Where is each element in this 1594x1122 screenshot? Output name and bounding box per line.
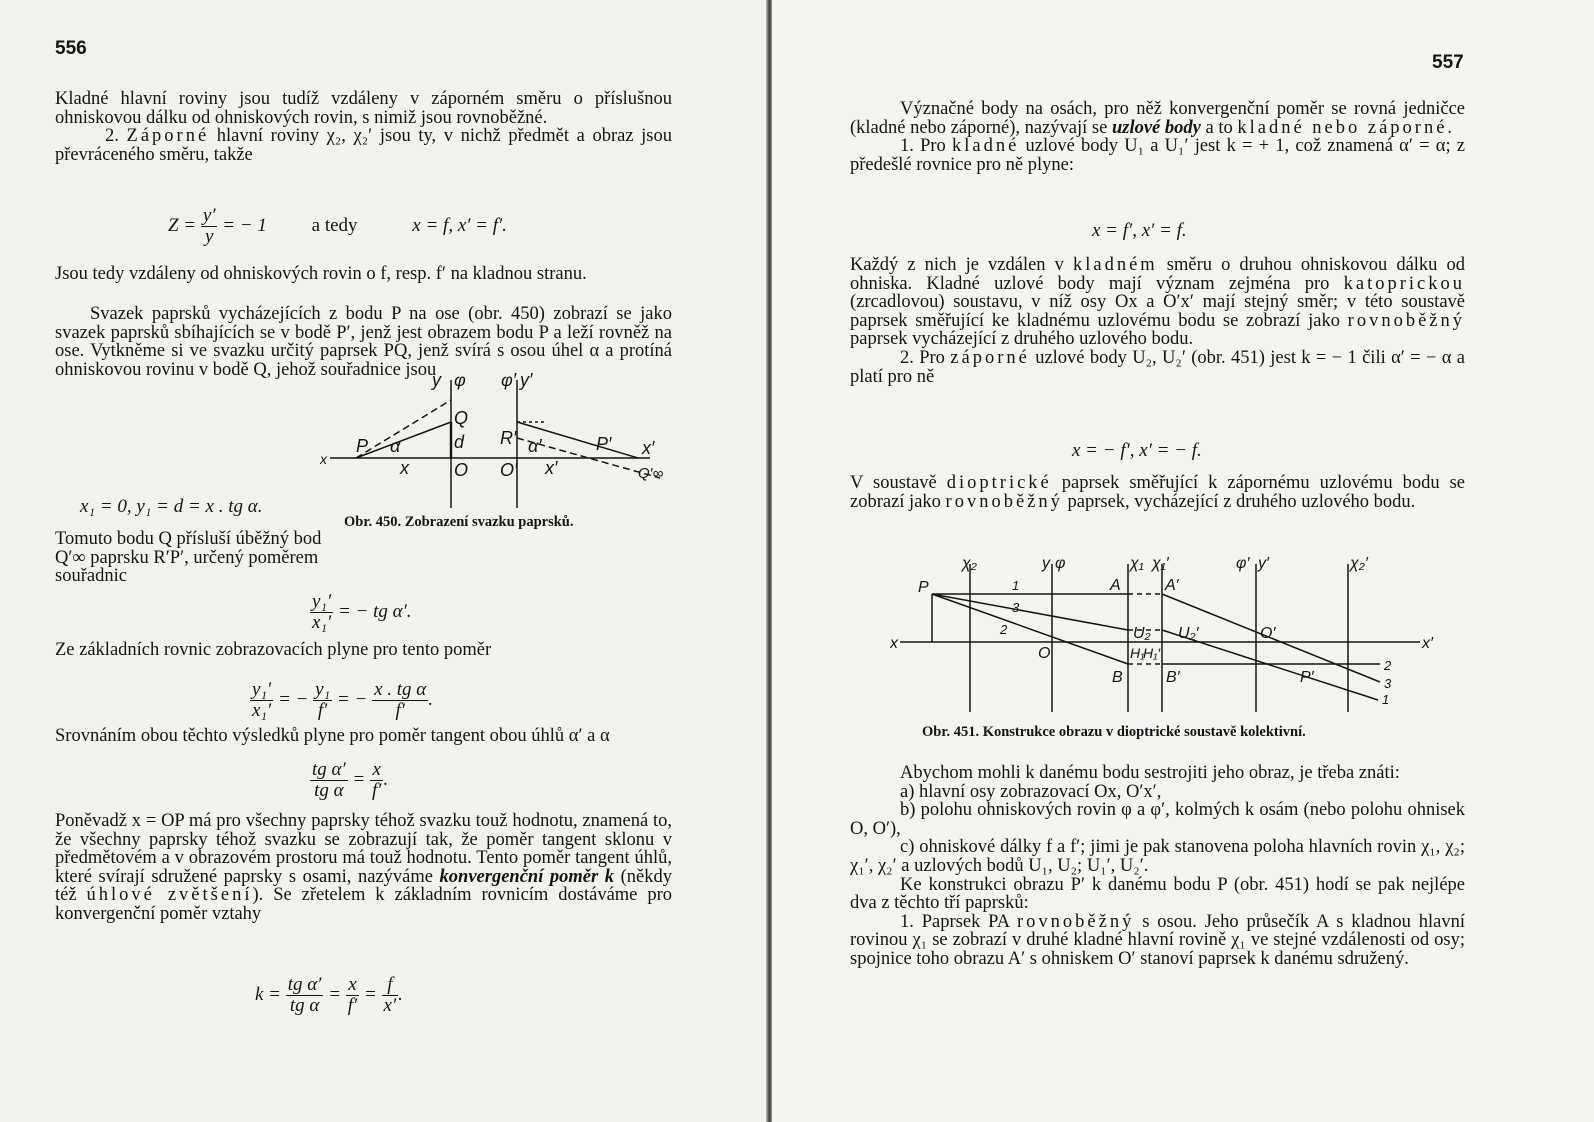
svg-text:O′: O′ — [1260, 625, 1276, 642]
svg-text:φ: φ — [1055, 555, 1066, 572]
svg-text:P′: P′ — [596, 434, 612, 454]
paragraph: 1. Pro kladné uzlové body U₁ a U₁′ jest k = + 1, což znamená α′ = α; z předešlé rovnice pro ně plyne: — [850, 136, 1466, 175]
svg-text:x: x — [400, 458, 409, 478]
svg-text:x′: x′ — [642, 438, 655, 458]
left-page — [0, 0, 772, 1122]
svg-text:O: O — [454, 460, 469, 480]
svg-text:A′: A′ — [1165, 577, 1179, 594]
svg-text:y′: y′ — [520, 370, 533, 390]
right-page — [772, 0, 1594, 1122]
figure-caption: Obr. 451. Konstrukce obrazu v dioptrické soustavě kolektivní. — [922, 724, 1306, 740]
svg-text:χ₁′: χ₁′ — [1152, 555, 1169, 572]
paragraph: Každý z nich je vzdálen v kladném směru o druhou ohniskovou dálku od ohniska. Kladné uzlové body mají význam zejména pro katoprickou (zrcadlovou) soustavu, v níž osy Ox a O′x′ mají stejný směr; v této soustavě paprsek směřující ke kladnému uzlovému bodu se zobrazí jako rovnoběžný paprsek vycházející z druhého uzlového bodu. 2. Pro záporné uzlové body U₂, U₂′ (obr. 451) jest k = − 1 čili α′ = − α a platí pro ně — [850, 255, 1466, 387]
paragraph: Srovnáním obou těchto výsledků plyne pro poměr tangent obou úhlů α′ a α — [55, 726, 610, 746]
svg-text:2: 2 — [1000, 622, 1008, 637]
svg-text:1: 1 — [1382, 692, 1390, 707]
list-item: a) hlavní osy zobrazovací Ox, O′x′, — [900, 781, 1162, 802]
svg-text:R′: R′ — [500, 428, 517, 448]
svg-text:B′: B′ — [1166, 669, 1180, 686]
list-item: b) polohu ohniskových rovin φ a φ′, kolmých k osám (nebo polohu ohnisek O, O′), — [850, 800, 1465, 839]
paragraph: 2. Záporné hlavní roviny χ₂, χ₂′ jsou ty, v nichž předmět a obraz jsou převráceného směru, takže — [55, 126, 673, 165]
paragraph: V soustavě dioptrické paprsek směřující k zápornému uzlovému bodu se zobrazí jako rovnoběžný paprsek, vycházející z druhého uzlového bodu. — [850, 473, 1466, 512]
svg-text:y: y — [432, 370, 441, 390]
figure-450 — [320, 360, 670, 510]
equation: Z = $\frac{y'}{y}$ = − 1 a tedy x = f, x′ = f′. — [168, 205, 507, 247]
page-number: 556 — [55, 38, 87, 59]
equation: $\frac{\text{y₁′}}{\text{x₁′}}$ = − tg α′. — [312, 591, 412, 633]
svg-text:3: 3 — [1384, 676, 1392, 691]
svg-text:α′: α′ — [528, 436, 542, 456]
svg-text:P: P — [356, 436, 369, 456]
paragraph: 2. Pro záporné uzlové body U₂, U₂′ (obr. 451) jest k = − 1 čili α′ = − α a platí pro ně — [850, 347, 1466, 387]
figure-caption: Obr. 450. Zobrazení svazku paprsků. — [344, 514, 574, 530]
paragraph: Abychom mohli k danému bodu sestrojiti jeho obraz, je třeba znáti: a) hlavní osy zobrazovací Ox, O′x′, b) polohu ohniskových rovin φ a φ′, kolmých k osám (nebo polohu ohnisek O, O′), c) ohniskové dálky f a f′; jimi je pak stanovena poloha hlavních rovin χ₁, χ₂; χ₁′, χ₂′ a uzlových bodů U₁, U₂; U₁′, U₂′. Ke konstrukci obrazu P′ k danému bodu P (obr. 451) hodí se pak nejlépe dva z těchto tří paprsků: 1. Paprsek PA rovnoběžný s osou. Jeho průsečík A s kladnou hlavní rovinou χ₁ se zobrazí v druhé kladné hlavní rovině χ₁ ve stejné vzdálenosti od osy; spojnice toho obrazu A′ s ohniskem O′ stanoví paprsek k danému sdružený. — [850, 763, 1465, 969]
paragraph: 1. Paprsek PA rovnoběžný s osou. Jeho průsečík A s kladnou hlavní rovinou χ₁ se zobrazí v druhé kladné hlavní rovině χ₁ ve stejné vzdálenosti od osy; spojnice toho obrazu A′ s ohniskem O′ stanoví paprsek k danému sdružený. — [850, 911, 1465, 969]
paragraph: Ke konstrukci obrazu P′ k danému bodu P (obr. 451) hodí se pak nejlépe dva z těchto tří paprsků: — [850, 874, 1465, 914]
svg-text:P: P — [918, 579, 929, 596]
equation: k = $\frac{\text{tg α′}}{\text{tg α}}$ = $\frac{x}{f'}$ = $\frac{f}{x'}$ . — [255, 974, 403, 1016]
svg-text:B: B — [1112, 669, 1123, 686]
paragraph: Jsou tedy vzdáleny od ohniskových rovin o f, resp. f′ na kladnou stranu. — [55, 264, 587, 284]
svg-text:y: y — [1042, 555, 1050, 572]
svg-text:x: x — [320, 451, 327, 467]
paragraph: Poněvadž x = OP má pro všechny paprsky téhož svazku touž hodnotu, znamená to, že všechny paprsky téhož svazku se zobrazují tak, že poměr tangent sklonu v předmětovém a v obrazovém prostoru má touž hodnotu. Tento poměr tangent úhlů, které svírají sdružené paprsky s osami, nazýváme konvergenční poměr k (někdy též úhlové zvětšení). Se zřetelem k základním rovnicím dostáváme pro konvergenční poměr vztahy — [55, 811, 673, 924]
paragraph: Ze základních rovnic zobrazovacích plyne pro tento poměr — [55, 640, 492, 660]
list-item: c) ohniskové dálky f a f′; jimi je pak stanovena poloha hlavních rovin χ₁, χ₂; χ₁′, χ₂′ a uzlových bodů U₁, U₂; U₁′, U₂′. — [850, 837, 1465, 876]
svg-text:χ₁: χ₁ — [1130, 555, 1144, 572]
svg-text:Q′∞: Q′∞ — [638, 465, 664, 482]
svg-text:O′: O′ — [500, 460, 518, 480]
svg-text:H₁: H₁ — [1130, 645, 1145, 661]
svg-text:x′: x′ — [545, 458, 558, 478]
svg-text:χ₂: χ₂ — [962, 555, 977, 572]
page-number: 557 — [1432, 52, 1464, 73]
svg-text:φ′: φ′ — [501, 370, 517, 390]
svg-text:d: d — [454, 432, 465, 452]
svg-text:U₂: U₂ — [1133, 625, 1151, 642]
figure-451 — [890, 552, 1450, 722]
equation: x = f′, x′ = f. — [1092, 220, 1187, 241]
svg-text:φ′: φ′ — [1236, 555, 1250, 572]
svg-text:H₁′: H₁′ — [1143, 645, 1161, 661]
equation: $\frac{\text{y₁′}}{\text{x₁′}}$ = − $\frac{\text{y₁}}{f'}$ = − $\frac{\text{x . tg α}}{f'}$ . — [252, 679, 433, 721]
equation: x₁ = 0, y₁ = d = x . tg α. — [80, 496, 263, 517]
svg-text:x: x — [890, 635, 898, 652]
svg-text:α: α — [390, 436, 401, 456]
svg-text:φ: φ — [454, 370, 466, 390]
svg-text:2: 2 — [1384, 658, 1392, 673]
svg-text:A: A — [1110, 577, 1121, 594]
svg-text:1: 1 — [1012, 578, 1020, 593]
paragraph: Význačné body na osách, pro něž konvergenční poměr se rovná jedničce (kladné nebo záporné), nazývají se uzlové body a to kladné nebo záporné. 1. Pro kladné uzlové body U₁ a U₁′ jest k = + 1, což znamená α′ = α; z předešlé rovnice pro ně plyne: — [850, 99, 1466, 175]
svg-text:y′: y′ — [1258, 555, 1269, 572]
svg-text:x′: x′ — [1422, 635, 1433, 652]
paragraph: Svazek paprsků vycházejících z bodu P na ose (obr. 450) zobrazí se jako svazek paprsků sbíhajících se v bodě P′, jenž jest obrazem bodu P a leží rovněž na ose. Vytkněme si ve svazku určitý paprsek PQ, jenž svírá s osou úhel α a protíná ohniskovou rovinu v bodě Q, jehož souřadnice jsou — [55, 304, 672, 380]
svg-text:3: 3 — [1012, 600, 1020, 615]
svg-text:U₂′: U₂′ — [1178, 625, 1199, 642]
paragraph: Kladné hlavní roviny jsou tudíž vzdáleny v záporném směru o příslušnou ohniskovou dálku od ohniskových rovin, s nimiž jsou rovnoběžné. 2. Záporné hlavní roviny χ₂, χ₂′ jsou ty, v nichž předmět a obraz jsou převráceného směru, takže — [55, 89, 673, 165]
svg-text:P′: P′ — [1300, 669, 1314, 686]
equation: $\frac{\text{tg α′}}{\text{tg α}}$ = $\frac{x}{f'}$ . — [312, 759, 389, 801]
svg-text:O: O — [1038, 645, 1051, 662]
equation: x = − f′, x′ = − f. — [1072, 440, 1202, 461]
paragraph: Tomuto bodu Q přísluší úběžný bod Q′∞ paprsku R′P′, určený poměrem souřadnic — [55, 529, 322, 587]
svg-text:Q: Q — [454, 408, 469, 428]
svg-text:χ₂′: χ₂′ — [1350, 555, 1368, 572]
